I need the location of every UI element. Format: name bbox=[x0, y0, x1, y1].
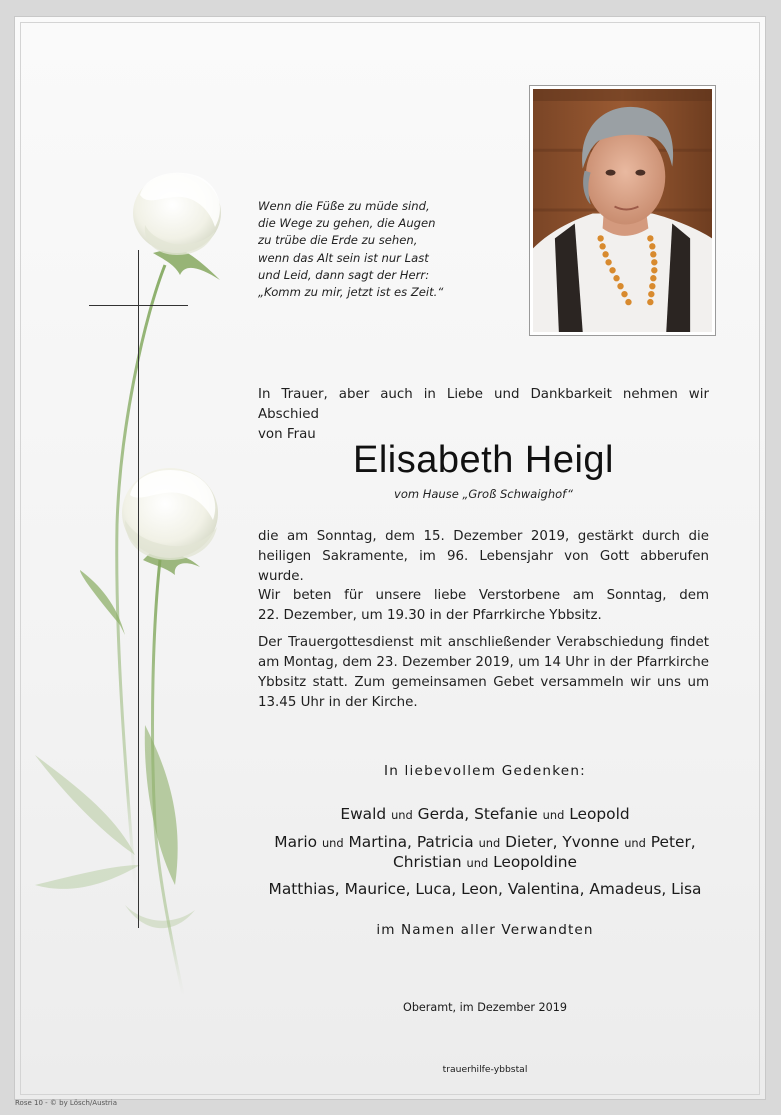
death-line: heiligen Sakramente, im 96. Lebensjahr von Gott abberufen wurde. bbox=[258, 549, 709, 584]
prayer-paragraph bbox=[258, 586, 709, 626]
conjunction: und bbox=[542, 808, 565, 822]
mourner-name: Leopold bbox=[569, 805, 630, 823]
portrait-photo bbox=[533, 89, 712, 332]
service-line: am Montag, dem 23. Dezember 2019, um 14 Uhr in der Pfarrkirche bbox=[258, 655, 709, 670]
service-line: Ybbsitz statt. Zum gemeinsamen Gebet versammeln wir uns um bbox=[258, 675, 709, 690]
poem bbox=[258, 198, 508, 301]
rose-top bbox=[133, 173, 221, 255]
intro-line: von Frau bbox=[258, 427, 316, 442]
mourner-name: Ewald bbox=[340, 805, 387, 823]
poem-line: Wenn die Füße zu müde sind, bbox=[258, 199, 430, 213]
service-paragraph bbox=[258, 633, 709, 713]
portrait-frame bbox=[529, 85, 716, 336]
mourner-name: Leopoldine bbox=[493, 853, 578, 871]
conjunction: und bbox=[624, 836, 646, 850]
service-line: Der Trauergottesdienst mit anschließender Verabschiedung findet bbox=[258, 635, 709, 650]
death-paragraph bbox=[258, 527, 709, 587]
service-line: 13.45 Uhr in der Kirche. bbox=[258, 695, 418, 710]
mourners-row bbox=[240, 803, 730, 826]
poem-line: wenn das Alt sein ist nur Last bbox=[258, 250, 429, 265]
poem-line: die Wege zu gehen, die Augen bbox=[258, 216, 436, 231]
prayer-line: Wir beten für unsere liebe Verstorbene am Sonntag, dem bbox=[258, 588, 709, 603]
conjunction: und bbox=[478, 836, 501, 850]
mourner-name: Christian bbox=[392, 853, 462, 871]
mourner-name: Martina, Patricia bbox=[348, 833, 474, 851]
corner-note: Rose 10 - © by Lösch/Austria bbox=[15, 1099, 118, 1107]
closing-line: im Namen aller Verwandten bbox=[376, 922, 594, 938]
mourner-name: Peter, bbox=[650, 833, 696, 851]
place-date: Oberamt, im Dezember 2019 bbox=[403, 1001, 567, 1014]
mourners-row: Matthias, Maurice, Luca, Leon, Valentina, Amadeus, Lisa bbox=[268, 880, 702, 898]
conjunction: und bbox=[321, 836, 344, 850]
deceased-name: Elisabeth Heigl bbox=[353, 439, 614, 481]
conjunction: und bbox=[391, 808, 413, 822]
poem-line: zu trübe die Erde zu sehen, bbox=[258, 233, 418, 248]
intro-paragraph bbox=[258, 385, 709, 445]
deceased-house: vom Hause „Groß Schwaighof“ bbox=[394, 487, 573, 501]
poem-line: „Komm zu mir, jetzt ist es Zeit.“ bbox=[258, 285, 444, 300]
cross-vertical bbox=[138, 250, 139, 928]
footer-text: trauerhilfe-ybbstal bbox=[442, 1064, 528, 1075]
rose-illustration bbox=[25, 165, 235, 1015]
mourner-name: Dieter, Yvonne bbox=[505, 833, 620, 851]
intro-line: In Trauer, aber auch in Liebe und Dankbarkeit nehmen wir Abschied bbox=[258, 387, 709, 422]
cross-horizontal bbox=[89, 305, 188, 306]
prayer-line: 22. Dezember, um 19.30 in der Pfarrkirche Ybbsitz. bbox=[258, 608, 602, 623]
conjunction: und bbox=[466, 856, 489, 870]
rose-bottom bbox=[122, 468, 218, 560]
mourner-name: Mario bbox=[274, 833, 318, 851]
poem-line: und Leid, dann sagt der Herr: bbox=[258, 267, 430, 282]
mourners-row bbox=[240, 851, 730, 874]
mourners-heading: In liebevollem Gedenken: bbox=[384, 763, 586, 779]
death-line: die am Sonntag, dem 15. Dezember 2019, gestärkt durch die bbox=[258, 529, 709, 544]
mourner-name: Gerda, Stefanie bbox=[417, 805, 538, 823]
